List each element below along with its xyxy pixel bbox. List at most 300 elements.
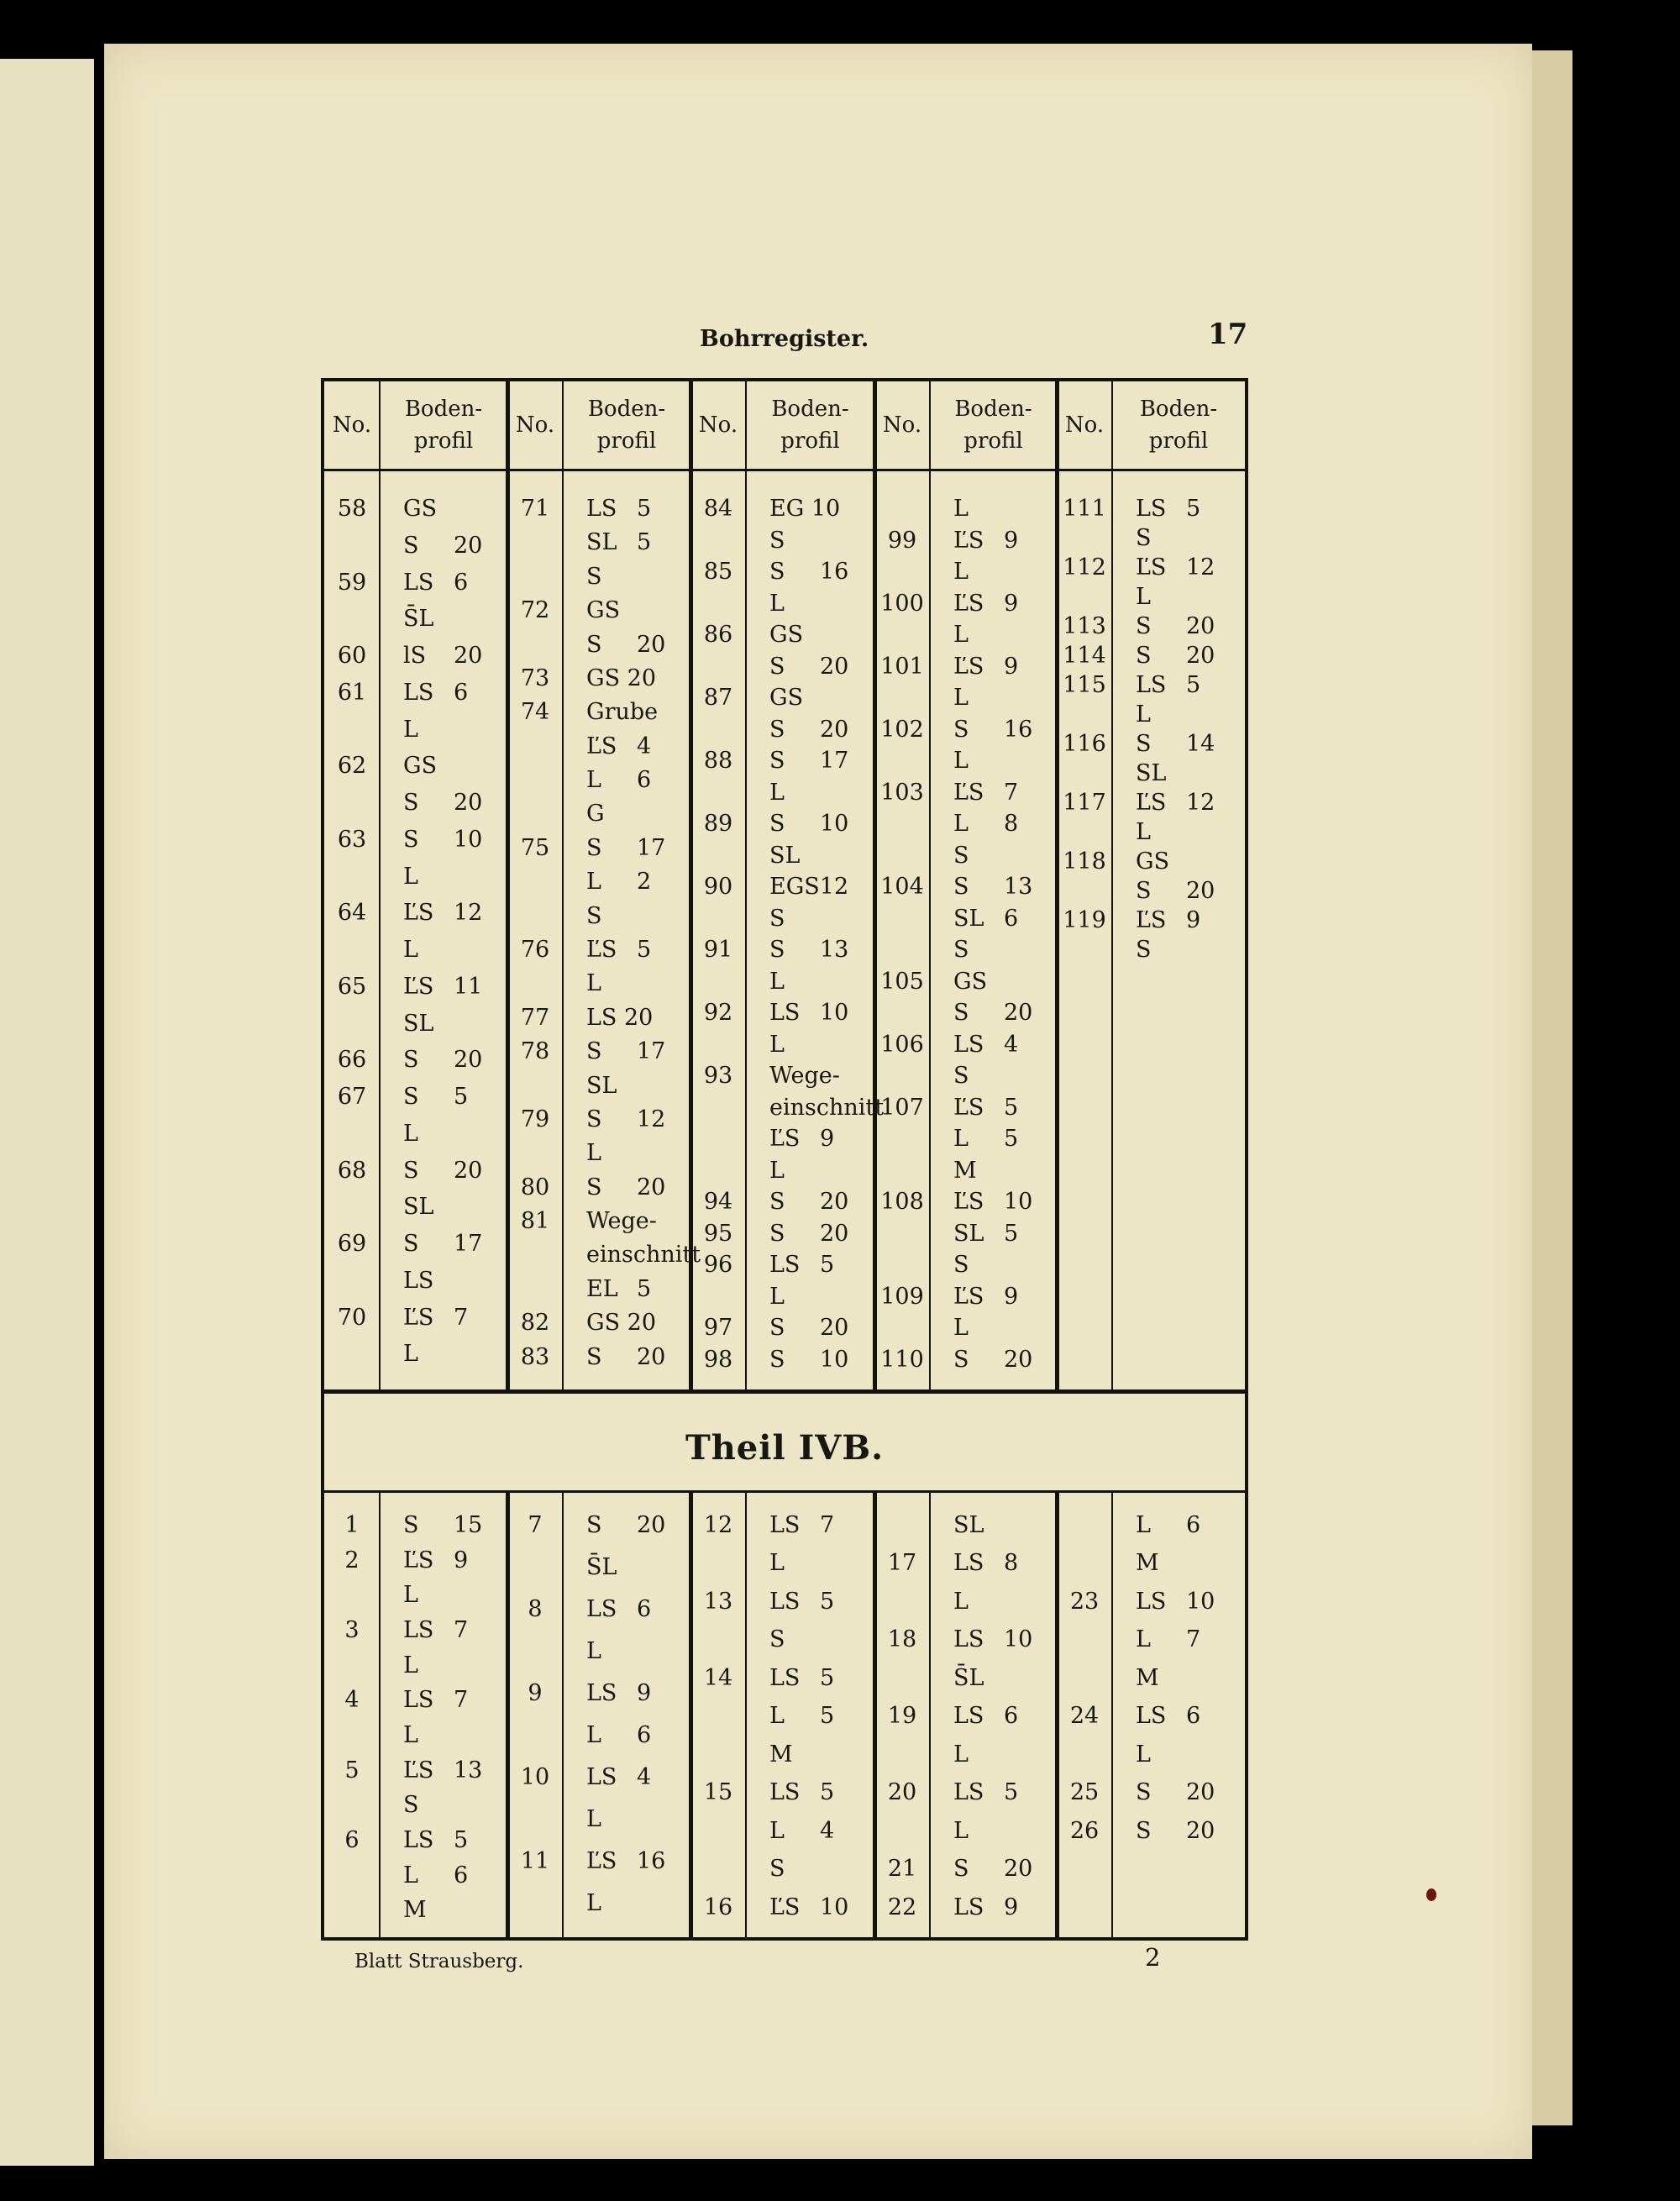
layer-thickness: 4 xyxy=(637,1764,652,1790)
bore-number: 7 xyxy=(528,1512,543,1538)
soil-profile-layer: SL xyxy=(953,1220,984,1247)
layer-thickness: 20 xyxy=(820,716,849,743)
soil-profile-layer: S xyxy=(1136,731,1152,757)
bore-number: 65 xyxy=(337,973,367,1000)
layer-thickness: 6 xyxy=(454,679,469,706)
layer-thickness: 5 xyxy=(637,529,652,556)
bore-number: 79 xyxy=(520,1106,550,1132)
soil-profile-layer: GS xyxy=(1136,848,1170,875)
layer-thickness: 7 xyxy=(1004,779,1019,806)
bore-number: 20 xyxy=(887,1779,917,1806)
layer-thickness: 20 xyxy=(820,1220,849,1247)
bore-number: 72 xyxy=(520,597,550,624)
layer-thickness: 9 xyxy=(1004,1283,1019,1310)
layer-thickness: 10 xyxy=(1186,1588,1215,1615)
soil-profile-layer: einschnitt xyxy=(769,1094,885,1121)
soil-profile-layer: LS xyxy=(953,1894,984,1920)
bore-number: 111 xyxy=(1063,496,1106,522)
header-soil-profile: Boden- profil xyxy=(1139,397,1218,454)
layer-thickness: 12 xyxy=(1186,790,1215,816)
soil-profile-layer: S̄L xyxy=(403,606,434,633)
soil-profile-layer: L xyxy=(403,937,418,963)
layer-thickness: 4 xyxy=(1004,1031,1019,1058)
soil-profile-layer: S xyxy=(769,1315,785,1341)
layer-thickness: 16 xyxy=(1004,716,1033,743)
soil-profile-layer: EL xyxy=(586,1275,618,1302)
bore-number: 1 xyxy=(344,1512,360,1538)
layer-thickness: 20 xyxy=(454,1047,483,1074)
layer-thickness: 9 xyxy=(1186,907,1201,933)
bore-number: 94 xyxy=(703,1189,733,1215)
bore-number: 68 xyxy=(337,1157,367,1184)
bore-number: 26 xyxy=(1069,1817,1100,1844)
column-rule xyxy=(506,381,510,1389)
soil-profile-layer: L xyxy=(769,590,785,617)
bore-number: 96 xyxy=(703,1252,733,1278)
bore-number: 116 xyxy=(1063,731,1106,757)
layer-thickness: 6 xyxy=(1186,1512,1201,1538)
soil-profile-layer: LS xyxy=(769,1000,801,1026)
layer-thickness: 13 xyxy=(454,1757,483,1783)
layer-thickness: 5 xyxy=(820,1252,835,1278)
soil-profile-layer: L xyxy=(769,1157,785,1184)
bore-number: 10 xyxy=(520,1764,550,1790)
header-no: No. xyxy=(698,412,738,438)
page-stack-edge xyxy=(1532,50,1572,2125)
soil-profile-layer: L xyxy=(953,685,969,711)
layer-thickness: 10 xyxy=(820,1894,849,1920)
header-no: No. xyxy=(515,412,555,438)
page-number: 17 xyxy=(1208,318,1248,351)
layer-thickness: 20 xyxy=(1004,1000,1033,1026)
bore-number: 102 xyxy=(880,716,924,743)
layer-thickness: 5 xyxy=(637,937,652,963)
layer-thickness: 20 xyxy=(1004,1346,1033,1373)
soil-profile-layer: L xyxy=(769,968,785,995)
layer-thickness: 12 xyxy=(637,1106,666,1132)
layer-thickness: 4 xyxy=(637,733,652,759)
soil-profile-layer: L xyxy=(769,1703,785,1730)
soil-profile-layer: L xyxy=(403,1722,418,1748)
soil-profile-layer: SL xyxy=(403,1010,434,1037)
soil-profile-layer: ĽS xyxy=(953,779,984,806)
soil-profile-layer: S xyxy=(769,1856,785,1883)
soil-profile-layer: SL xyxy=(953,1512,984,1538)
soil-profile-layer: GS 20 xyxy=(586,1310,657,1337)
layer-thickness: 5 xyxy=(820,1588,835,1615)
soil-profile-layer: LS 20 xyxy=(586,1004,654,1031)
soil-profile-layer: LS xyxy=(403,1617,434,1643)
soil-profile-layer: GS xyxy=(586,597,621,624)
header-soil-profile: Boden- profil xyxy=(771,397,849,454)
layer-thickness: 8 xyxy=(1004,811,1019,837)
soil-profile-layer: LS xyxy=(586,1764,617,1790)
soil-profile-layer: L xyxy=(586,1722,601,1748)
soil-profile-layer: G xyxy=(586,801,605,827)
soil-profile-layer: S xyxy=(769,1220,785,1247)
layer-thickness: 17 xyxy=(820,748,849,774)
soil-profile-layer: ĽS xyxy=(953,1283,984,1310)
soil-profile-layer: S xyxy=(586,1512,602,1538)
bore-number: 12 xyxy=(703,1512,733,1538)
facing-page-edge xyxy=(0,59,94,2166)
soil-profile-layer: S xyxy=(1136,937,1152,963)
layer-thickness: 5 xyxy=(637,1275,652,1302)
soil-profile-layer: LS xyxy=(953,1779,984,1806)
soil-profile-layer: LS xyxy=(403,1267,434,1294)
bore-number: 84 xyxy=(703,496,733,522)
bore-number: 83 xyxy=(520,1343,550,1370)
bore-number: 2 xyxy=(344,1547,360,1573)
soil-profile-layer: L xyxy=(1136,584,1151,610)
bore-number: 4 xyxy=(344,1687,360,1714)
soil-profile-layer: LS xyxy=(769,1588,801,1615)
soil-profile-layer: S xyxy=(769,653,785,680)
soil-profile-layer: S xyxy=(1136,1817,1152,1844)
soil-profile-layer: LS xyxy=(769,1252,801,1278)
soil-profile-layer: ĽS xyxy=(953,1094,984,1121)
soil-profile-layer: S xyxy=(1136,643,1152,669)
bore-number: 104 xyxy=(880,874,924,900)
layer-thickness: 10 xyxy=(820,1346,849,1373)
soil-profile-layer: M xyxy=(1136,1664,1159,1691)
layer-thickness: 10 xyxy=(1004,1189,1033,1215)
layer-thickness: 20 xyxy=(637,1512,666,1538)
layer-thickness: 20 xyxy=(454,1157,483,1184)
soil-profile-layer: einschnitt xyxy=(586,1242,701,1269)
layer-thickness: 5 xyxy=(1004,1220,1019,1247)
soil-profile-layer: LS xyxy=(1136,1703,1167,1730)
layer-thickness: 20 xyxy=(1186,613,1215,639)
soil-profile-layer: ĽS xyxy=(953,527,984,554)
bore-number: 85 xyxy=(703,559,733,585)
column-rule xyxy=(562,381,564,1389)
bore-number: 5 xyxy=(344,1757,360,1783)
soil-profile-layer: S xyxy=(1136,878,1152,904)
soil-profile-layer: GS xyxy=(953,968,988,995)
soil-profile-layer: L xyxy=(1136,819,1151,845)
soil-profile-layer: S xyxy=(953,874,969,900)
soil-profile-layer: LS xyxy=(403,1827,434,1853)
soil-profile-layer: ĽS xyxy=(403,1547,434,1573)
layer-thickness: 8 xyxy=(1004,1550,1019,1577)
soil-profile-layer: L xyxy=(1136,1741,1151,1768)
layer-thickness: 5 xyxy=(820,1703,835,1730)
soil-profile-layer: ĽS xyxy=(1136,554,1167,580)
layer-thickness: 6 xyxy=(637,1596,652,1622)
header-no: No. xyxy=(332,412,372,438)
soil-profile-layer: L xyxy=(586,767,601,794)
soil-profile-layer: S xyxy=(1136,525,1152,551)
soil-profile-layer: LS xyxy=(1136,1588,1167,1615)
soil-profile-layer: S xyxy=(403,1792,419,1819)
soil-profile-layer: ĽS xyxy=(586,733,617,759)
soil-profile-layer: L xyxy=(586,869,601,896)
bore-number: 86 xyxy=(703,622,733,648)
soil-profile-layer: LS xyxy=(953,1626,984,1653)
bore-number: 113 xyxy=(1063,613,1106,639)
soil-profile-layer: S xyxy=(953,937,969,963)
layer-thickness: 20 xyxy=(820,1189,849,1215)
bore-number: 59 xyxy=(337,569,367,596)
layer-thickness: 7 xyxy=(454,1617,469,1643)
layer-thickness: 20 xyxy=(454,790,483,816)
soil-profile-layer: L xyxy=(403,1582,418,1609)
layer-thickness: 20 xyxy=(637,1343,666,1370)
ink-spot xyxy=(1426,1888,1436,1901)
layer-thickness: 7 xyxy=(820,1512,835,1538)
soil-profile-layer: ĽS xyxy=(1136,907,1167,933)
layer-thickness: 6 xyxy=(1004,1703,1019,1730)
layer-thickness: 5 xyxy=(454,1084,469,1110)
soil-profile-layer: L xyxy=(403,1652,418,1678)
soil-profile-layer: GS 20 xyxy=(586,665,657,691)
layer-thickness: 5 xyxy=(820,1779,835,1806)
soil-profile-layer: GS xyxy=(769,685,804,711)
soil-profile-layer: L xyxy=(586,970,601,997)
bore-number: 119 xyxy=(1063,907,1106,933)
soil-profile-layer: S xyxy=(403,532,419,559)
soil-profile-layer: lS xyxy=(403,643,427,669)
soil-profile-layer: S xyxy=(953,842,969,869)
layer-thickness: 5 xyxy=(637,496,652,522)
bore-number: 106 xyxy=(880,1031,924,1058)
layer-thickness: 17 xyxy=(454,1231,483,1257)
bore-number: 6 xyxy=(344,1827,360,1853)
bore-number: 110 xyxy=(880,1346,924,1373)
soil-profile-layer: L xyxy=(403,1862,418,1888)
layer-thickness: 5 xyxy=(820,1664,835,1691)
soil-profile-layer: L xyxy=(586,1638,601,1664)
soil-profile-layer: ĽS xyxy=(586,1848,617,1874)
bore-number: 25 xyxy=(1069,1779,1100,1806)
soil-profile-layer: S xyxy=(586,834,602,861)
layer-thickness: 12 xyxy=(1186,554,1215,580)
soil-profile-layer: L xyxy=(953,1817,969,1844)
bore-number: 17 xyxy=(887,1550,917,1577)
bore-number: 114 xyxy=(1063,643,1106,669)
bore-number: 78 xyxy=(520,1038,550,1065)
soil-profile-layer: S xyxy=(769,1346,785,1373)
bore-number: 95 xyxy=(703,1220,733,1247)
soil-profile-layer: LS xyxy=(586,1680,617,1706)
soil-profile-layer: L xyxy=(953,748,969,774)
soil-profile-layer: EG 10 xyxy=(769,496,841,522)
layer-thickness: 17 xyxy=(637,834,666,861)
layer-thickness: 20 xyxy=(1186,1817,1215,1844)
section-rule xyxy=(324,1389,1245,1394)
bore-number: 98 xyxy=(703,1346,733,1373)
bore-number: 13 xyxy=(703,1588,733,1615)
soil-profile-layer: S xyxy=(403,1157,419,1184)
soil-profile-layer: LS xyxy=(1136,496,1167,522)
soil-profile-layer: EGS12 xyxy=(769,874,849,900)
bore-number: 105 xyxy=(880,968,924,995)
soil-profile-layer: LS xyxy=(403,1687,434,1714)
soil-profile-layer: ĽS xyxy=(953,1189,984,1215)
layer-thickness: 10 xyxy=(1004,1626,1033,1653)
soil-profile-layer: L xyxy=(403,716,418,743)
layer-thickness: 5 xyxy=(1004,1126,1019,1152)
bore-number: 108 xyxy=(880,1189,924,1215)
bore-number: 21 xyxy=(887,1856,917,1883)
layer-thickness: 9 xyxy=(454,1547,469,1573)
layer-thickness: 5 xyxy=(1186,496,1201,522)
layer-thickness: 9 xyxy=(820,1126,835,1152)
soil-profile-layer: ĽS xyxy=(769,1126,801,1152)
bore-number: 76 xyxy=(520,937,550,963)
bore-number: 75 xyxy=(520,834,550,861)
soil-profile-layer: L xyxy=(953,811,969,837)
soil-profile-layer: S xyxy=(769,716,785,743)
bore-number: 97 xyxy=(703,1315,733,1341)
soil-profile-layer: LS xyxy=(586,1596,617,1622)
soil-profile-layer: SL xyxy=(953,905,984,932)
soil-profile-layer: S xyxy=(953,1000,969,1026)
layer-thickness: 11 xyxy=(454,973,483,1000)
layer-thickness: 9 xyxy=(1004,590,1019,617)
soil-profile-layer: S xyxy=(403,1231,419,1257)
column-rule xyxy=(1111,381,1113,1389)
bore-number: 109 xyxy=(880,1283,924,1310)
soil-profile-layer: Grube xyxy=(586,699,659,726)
layer-thickness: 13 xyxy=(1004,874,1033,900)
bore-number: 14 xyxy=(703,1664,733,1691)
soil-profile-layer: LS xyxy=(1136,672,1167,698)
bore-number: 88 xyxy=(703,748,733,774)
bore-number: 58 xyxy=(337,496,367,522)
bore-number: 91 xyxy=(703,937,733,963)
bore-number: 18 xyxy=(887,1626,917,1653)
bore-number: 62 xyxy=(337,753,367,780)
soil-profile-layer: GS xyxy=(769,622,804,648)
header-no: No. xyxy=(1064,412,1105,438)
bore-number: 22 xyxy=(887,1894,917,1920)
layer-thickness: 4 xyxy=(820,1817,835,1844)
bore-number: 100 xyxy=(880,590,924,617)
layer-thickness: 20 xyxy=(454,532,483,559)
bore-number: 19 xyxy=(887,1703,917,1730)
layer-thickness: 12 xyxy=(454,900,483,927)
soil-profile-layer: L xyxy=(953,496,969,522)
soil-profile-layer: S xyxy=(953,1856,969,1883)
soil-profile-layer: S xyxy=(953,716,969,743)
bore-number: 89 xyxy=(703,811,733,837)
soil-profile-layer: LS xyxy=(769,1512,801,1538)
layer-thickness: 15 xyxy=(454,1512,483,1538)
bore-number: 70 xyxy=(337,1304,367,1331)
soil-profile-layer: LS xyxy=(769,1664,801,1691)
layer-thickness: 5 xyxy=(1186,672,1201,698)
soil-profile-layer: S xyxy=(769,905,785,932)
soil-profile-layer: L xyxy=(953,1588,969,1615)
soil-profile-layer: S xyxy=(769,559,785,585)
soil-profile-layer: S̄L xyxy=(586,1554,617,1580)
running-title: Bohrregister. xyxy=(700,326,869,352)
soil-profile-layer: S xyxy=(403,1084,419,1110)
soil-profile-layer: S xyxy=(586,1106,602,1132)
bore-number: 82 xyxy=(520,1310,550,1337)
bore-register-table xyxy=(321,378,1248,1941)
bore-number: 11 xyxy=(520,1848,550,1874)
layer-thickness: 7 xyxy=(1186,1626,1201,1653)
soil-profile-layer: S xyxy=(586,631,602,658)
bore-number: 24 xyxy=(1069,1703,1100,1730)
layer-thickness: 10 xyxy=(454,826,483,853)
soil-profile-layer: L xyxy=(403,1341,418,1368)
soil-profile-layer: L xyxy=(1136,1512,1151,1538)
soil-profile-layer: LS xyxy=(769,1779,801,1806)
soil-profile-layer: S xyxy=(403,826,419,853)
layer-thickness: 6 xyxy=(1186,1703,1201,1730)
section-title: Theil IVB. xyxy=(685,1428,885,1468)
soil-profile-layer: SL xyxy=(1136,760,1167,786)
bore-number: 90 xyxy=(703,874,733,900)
layer-thickness: 9 xyxy=(637,1680,652,1706)
soil-profile-layer: S xyxy=(769,1626,785,1653)
soil-profile-layer: S xyxy=(769,937,785,963)
soil-profile-layer: S xyxy=(586,1038,602,1065)
soil-profile-layer: SL xyxy=(586,1072,617,1099)
soil-profile-layer: ĽS xyxy=(953,653,984,680)
bore-number: 99 xyxy=(887,527,917,554)
column-rule xyxy=(1055,381,1059,1389)
soil-profile-layer: S xyxy=(586,1174,602,1200)
soil-profile-layer: S xyxy=(769,748,785,774)
bore-number: 74 xyxy=(520,699,550,726)
layer-thickness: 20 xyxy=(1004,1856,1033,1883)
soil-profile-layer: L xyxy=(953,1741,969,1768)
soil-profile-layer: S xyxy=(769,527,785,554)
bore-number: 103 xyxy=(880,779,924,806)
soil-profile-layer: SL xyxy=(403,1194,434,1221)
header-soil-profile: Boden- profil xyxy=(954,397,1032,454)
soil-profile-layer: S̄L xyxy=(953,1664,984,1691)
soil-profile-layer: S xyxy=(769,811,785,837)
bore-number: 67 xyxy=(337,1084,367,1110)
bore-number: 112 xyxy=(1063,554,1106,580)
layer-thickness: 14 xyxy=(1186,731,1215,757)
layer-thickness: 6 xyxy=(454,1862,469,1888)
header-soil-profile: Boden- profil xyxy=(587,397,666,454)
layer-thickness: 5 xyxy=(454,1827,469,1853)
bore-number: 15 xyxy=(703,1779,733,1806)
soil-profile-layer: L xyxy=(953,1315,969,1341)
layer-thickness: 20 xyxy=(820,653,849,680)
bore-number: 115 xyxy=(1063,672,1106,698)
soil-profile-layer: S xyxy=(403,1512,419,1538)
soil-profile-layer: L xyxy=(953,622,969,648)
layer-thickness: 20 xyxy=(637,1174,666,1200)
bore-number: 61 xyxy=(337,679,367,706)
soil-profile-layer: M xyxy=(769,1741,793,1768)
layer-thickness: 13 xyxy=(820,937,849,963)
sheet-name-footer: Blatt Strausberg. xyxy=(354,1951,524,1972)
layer-thickness: 2 xyxy=(637,869,652,896)
layer-thickness: 6 xyxy=(454,569,469,596)
bore-number: 81 xyxy=(520,1208,550,1235)
bore-number: 60 xyxy=(337,643,367,669)
bore-number: 66 xyxy=(337,1047,367,1074)
bore-number: 69 xyxy=(337,1231,367,1257)
bore-number: 71 xyxy=(520,496,550,522)
soil-profile-layer: Wege- xyxy=(769,1063,840,1089)
bore-number: 117 xyxy=(1063,790,1106,816)
soil-profile-layer: L xyxy=(403,863,418,890)
soil-profile-layer: L xyxy=(769,1817,785,1844)
soil-profile-layer: LS xyxy=(586,496,617,522)
soil-profile-layer: LS xyxy=(953,1031,984,1058)
